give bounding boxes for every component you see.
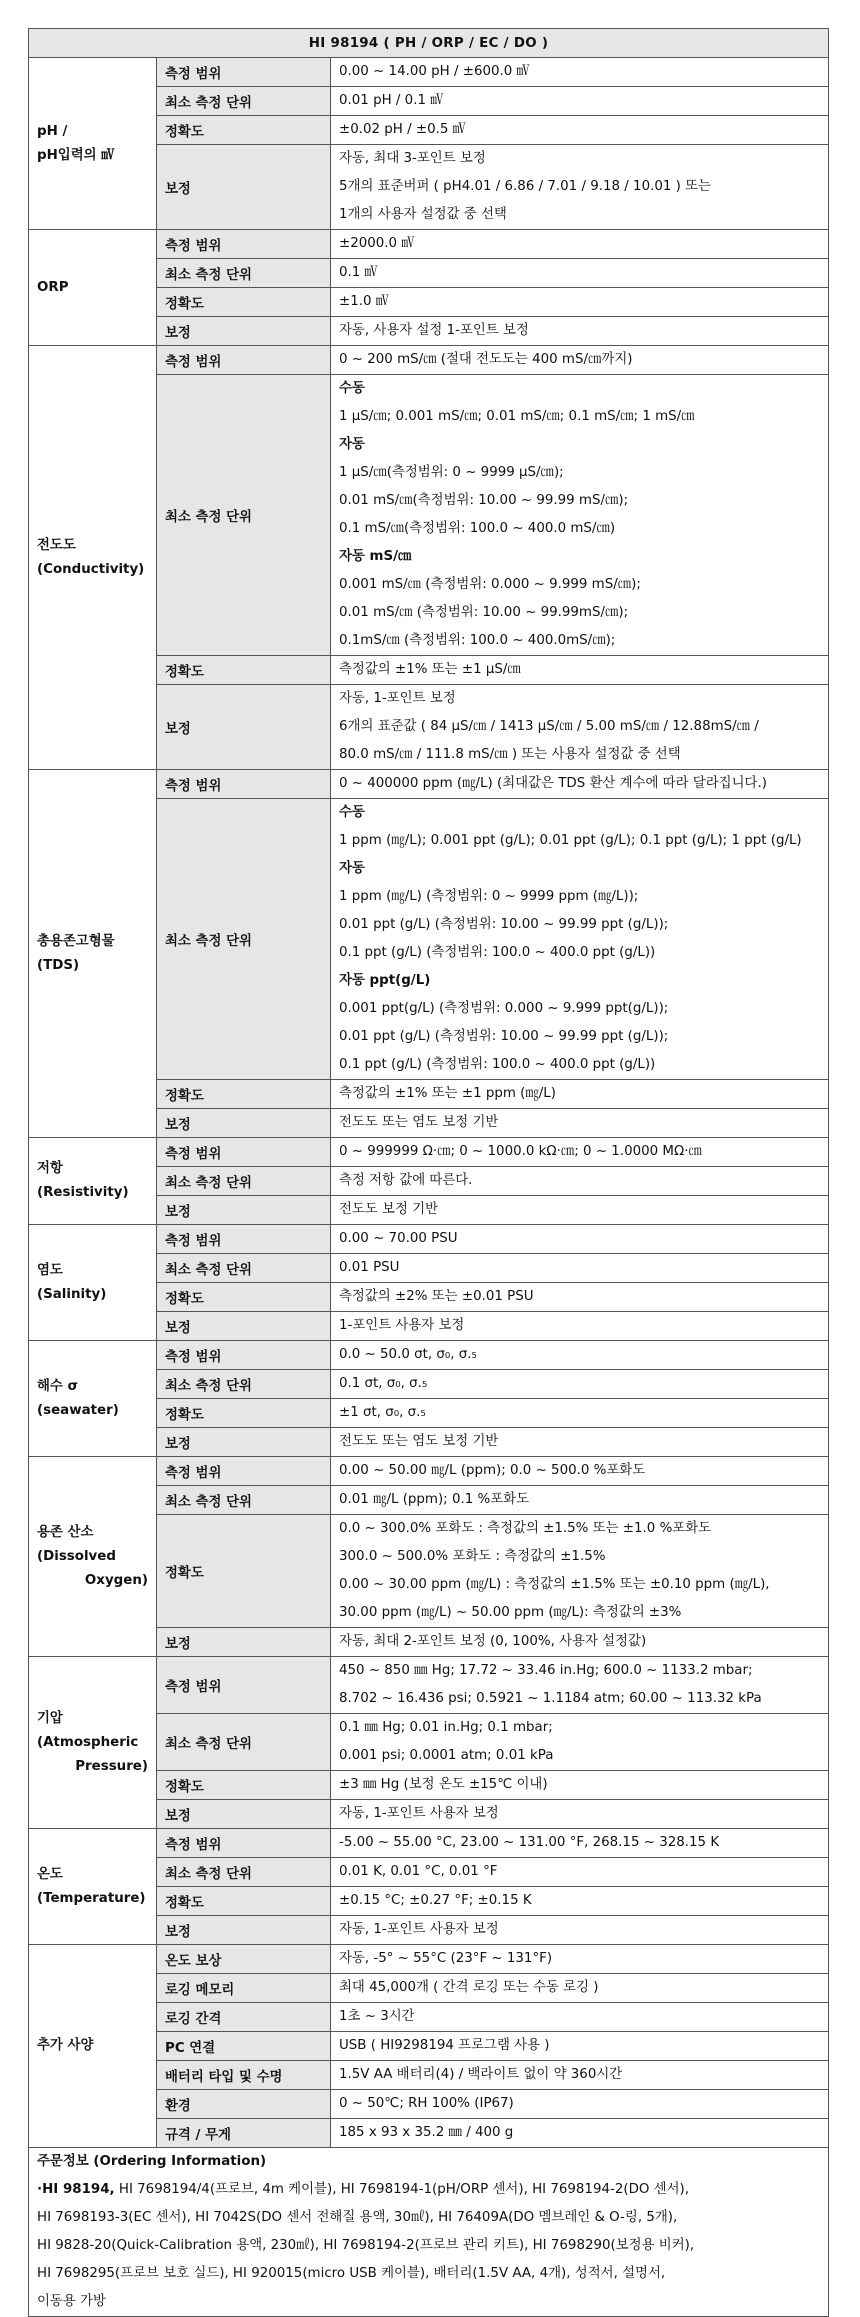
value-line: 1개의 사용자 설정값 중 선택 (339, 207, 507, 222)
category-name: (Dissolved (37, 1548, 116, 1564)
spec-value (331, 58, 829, 87)
value-subheading: 자동 ppt(g/L) (339, 973, 431, 988)
spec-label: 로깅 메모리 (157, 1974, 331, 2003)
spec-row (29, 1945, 829, 1974)
value-line: 1 μS/㎝; 0.001 mS/㎝; 0.01 mS/㎝; 0.1 mS/㎝; 1 mS/㎝ (339, 409, 695, 424)
category-name: 해수 σ (37, 1378, 78, 1394)
spec-table-body (29, 29, 829, 2317)
value-line: 측정 저항 값에 따른다. (339, 1173, 473, 1188)
spec-label: 정확도 (157, 1283, 331, 1312)
value-line: 0 ~ 200 mS/㎝ (절대 전도도는 400 mS/㎝까지) (339, 352, 633, 367)
spec-label: 정확도 (157, 288, 331, 317)
value-line: 0.001 ppt(g/L) (측정범위: 0.000 ~ 9.999 ppt(g/L)); (339, 1001, 669, 1016)
value-line: 0.01 pH / 0.1 ㎷ (339, 93, 444, 108)
spec-sheet (28, 28, 828, 2317)
value-line: 측정값의 ±1% 또는 ±1 ppm (㎎/L) (339, 1086, 556, 1101)
spec-label: 최소 측정 단위 (157, 1714, 331, 1771)
spec-value (331, 288, 829, 317)
value-line: 0.1 ppt (g/L) (측정범위: 100.0 ~ 400.0 ppt (g/L)) (339, 1057, 656, 1072)
spec-label: PC 연결 (157, 2032, 331, 2061)
spec-row (29, 1138, 829, 1167)
spec-label: 정확도 (157, 656, 331, 685)
value-line: 0.1 ppt (g/L) (측정범위: 100.0 ~ 400.0 ppt (g/L)) (339, 945, 656, 960)
value-line: 자동, 1-포인트 보정 (339, 691, 456, 706)
value-line: 1 ppm (㎎/L); 0.001 ppt (g/L); 0.01 ppt (g/L); 0.1 ppt (g/L); 1 ppt (g/L) (339, 833, 802, 848)
value-line: 0 ~ 400000 ppm (㎎/L) (최대값은 TDS 환산 계수에 따라 달라집니다.) (339, 776, 767, 791)
ordering-heading: 주문정보 (Ordering Information) (37, 2154, 267, 2169)
spec-value (331, 1657, 829, 1714)
spec-value (331, 685, 829, 770)
spec-label: 규격 / 무게 (157, 2119, 331, 2148)
category-cell (29, 1829, 157, 1945)
spec-label: 최소 측정 단위 (157, 1370, 331, 1399)
value-line: 0.00 ~ 30.00 ppm (㎎/L) : 측정값의 ±1.5% 또는 ±0.10 ppm (㎎/L), (339, 1577, 770, 1592)
spec-value (331, 1312, 829, 1341)
value-line: 30.00 ppm (㎎/L) ~ 50.00 ppm (㎎/L): 측정값의 ±3% (339, 1605, 682, 1620)
category-name: (seawater) (37, 1402, 119, 1418)
spec-value (331, 1283, 829, 1312)
category-name: 저항 (37, 1161, 63, 1176)
spec-value (331, 1887, 829, 1916)
spec-value (331, 1370, 829, 1399)
category-name: (Resistivity) (37, 1185, 129, 1200)
value-line: 0.00 ~ 50.00 ㎎/L (ppm); 0.0 ~ 500.0 %포화도 (339, 1463, 646, 1478)
category-cell (29, 1225, 157, 1341)
value-line: 1초 ~ 3시간 (339, 2009, 415, 2024)
category-name: Pressure) (75, 1758, 148, 1774)
spec-value (331, 1196, 829, 1225)
spec-label: 보정 (157, 1428, 331, 1457)
spec-label: 보정 (157, 1312, 331, 1341)
value-line: 전도도 또는 염도 보정 기반 (339, 1434, 499, 1449)
value-line: USB ( HI9298194 프로그램 사용 ) (339, 2038, 550, 2053)
category-name: 총용존고형물 (37, 933, 115, 949)
value-line: 자동, -5° ~ 55°C (23°F ~ 131°F) (339, 1951, 553, 1966)
ordering-line: HI 7698193-3(EC 센서), HI 7042S(DO 센서 전해질 용액, 30㎖), HI 76409A(DO 멤브레인 & O-링, 5개), (37, 2210, 678, 2225)
spec-label: 정확도 (157, 1515, 331, 1628)
value-line: ±0.15 °C; ±0.27 °F; ±0.15 K (339, 1893, 532, 1908)
value-line: 0.00 ~ 70.00 PSU (339, 1231, 458, 1246)
spec-value (331, 1254, 829, 1283)
spec-label: 로깅 간격 (157, 2003, 331, 2032)
spec-label: 보정 (157, 1800, 331, 1829)
spec-label: 측정 범위 (157, 58, 331, 87)
ordering-info (29, 2148, 829, 2317)
spec-value (331, 2119, 829, 2148)
value-line: 0.01 ppt (g/L) (측정범위: 10.00 ~ 99.99 ppt (g/L)); (339, 1029, 669, 1044)
category-name: (Salinity) (37, 1286, 107, 1302)
spec-value (331, 1167, 829, 1196)
spec-value (331, 1225, 829, 1254)
spec-value (331, 116, 829, 145)
category-cell (29, 58, 157, 230)
spec-value (331, 1945, 829, 1974)
category-name: (Atmospheric (37, 1734, 139, 1750)
category-name: Oxygen) (84, 1572, 148, 1588)
value-line: 6개의 표준값 ( 84 μS/㎝ / 1413 μS/㎝ / 5.00 mS/㎝ / 12.88mS/㎝ / (339, 719, 759, 734)
spec-row (29, 1829, 829, 1858)
spec-value (331, 1109, 829, 1138)
spec-value (331, 770, 829, 799)
value-line: 1 μS/㎝(측정범위: 0 ~ 9999 μS/㎝); (339, 465, 564, 480)
ordering-line: 이동용 가방 (37, 2294, 106, 2309)
spec-label: 최소 측정 단위 (157, 1486, 331, 1515)
value-line: 450 ~ 850 ㎜ Hg; 17.72 ~ 33.46 in.Hg; 600.0 ~ 1133.2 mbar; (339, 1663, 753, 1678)
value-line: 0.1 ㎜ Hg; 0.01 in.Hg; 0.1 mbar; (339, 1720, 553, 1735)
spec-row (29, 58, 829, 87)
spec-label: 최소 측정 단위 (157, 1167, 331, 1196)
value-line: 측정값의 ±1% 또는 ±1 μS/㎝ (339, 662, 521, 677)
spec-label: 측정 범위 (157, 770, 331, 799)
value-line: ±0.02 pH / ±0.5 ㎷ (339, 122, 467, 137)
spec-value (331, 230, 829, 259)
category-cell (29, 1341, 157, 1457)
value-line: 0.01 mS/㎝ (측정범위: 10.00 ~ 99.99mS/㎝); (339, 605, 629, 620)
model-number: HI 98194, (42, 2182, 115, 2197)
spec-label: 정확도 (157, 1771, 331, 1800)
spec-row (29, 346, 829, 375)
ordering-row (29, 2148, 829, 2317)
value-line: 0.1 mS/㎝(측정범위: 100.0 ~ 400.0 mS/㎝) (339, 521, 616, 536)
value-line: 80.0 mS/㎝ / 111.8 mS/㎝ ) 또는 사용자 설정값 중 선택 (339, 747, 681, 762)
spec-label: 측정 범위 (157, 346, 331, 375)
spec-label: 측정 범위 (157, 1225, 331, 1254)
spec-label: 측정 범위 (157, 1657, 331, 1714)
spec-label: 최소 측정 단위 (157, 87, 331, 116)
spec-label: 측정 범위 (157, 1138, 331, 1167)
spec-row (29, 1225, 829, 1254)
spec-value (331, 1974, 829, 2003)
spec-value (331, 1341, 829, 1370)
value-line: 전도도 또는 염도 보정 기반 (339, 1115, 499, 1130)
category-cell (29, 1657, 157, 1829)
spec-value (331, 1486, 829, 1515)
spec-label: 정확도 (157, 1080, 331, 1109)
spec-label: 측정 범위 (157, 230, 331, 259)
value-line: 0.1mS/㎝ (측정범위: 100.0 ~ 400.0mS/㎝); (339, 633, 616, 648)
spec-table (28, 28, 829, 2317)
spec-label: 정확도 (157, 1399, 331, 1428)
category-name: pH입력의 ㎷ (37, 147, 115, 163)
ordering-text: HI 7698194/4(프로브, 4m 케이블), HI 7698194-1(pH/ORP 센서), HI 7698194-2(DO 센서), (114, 2182, 690, 2197)
category-name: 온도 (37, 1866, 63, 1882)
bullet: · (37, 2182, 43, 2197)
spec-value (331, 87, 829, 116)
value-line: 자동, 1-포인트 사용자 보정 (339, 1806, 499, 1821)
category-name: (TDS) (37, 957, 80, 973)
value-line: ±3 ㎜ Hg (보정 온도 ±15℃ 이내) (339, 1777, 548, 1792)
value-line: 전도도 보정 기반 (339, 1202, 439, 1217)
spec-label: 측정 범위 (157, 1341, 331, 1370)
spec-label: 최소 측정 단위 (157, 799, 331, 1080)
spec-value (331, 375, 829, 656)
spec-value (331, 1428, 829, 1457)
spec-label: 환경 (157, 2090, 331, 2119)
spec-label: 보정 (157, 1628, 331, 1657)
spec-value (331, 1080, 829, 1109)
category-name: 염도 (37, 1262, 63, 1278)
value-line: 0.00 ~ 14.00 pH / ±600.0 ㎷ (339, 64, 530, 79)
spec-label: 보정 (157, 1196, 331, 1225)
value-line: 0.01 K, 0.01 °C, 0.01 °F (339, 1864, 498, 1879)
spec-label: 정확도 (157, 116, 331, 145)
spec-value (331, 1858, 829, 1887)
category-cell (29, 346, 157, 770)
value-line: 자동, 최대 2-포인트 보정 (0, 100%, 사용자 설정값) (339, 1634, 647, 1649)
spec-value (331, 1138, 829, 1167)
spec-value (331, 145, 829, 230)
value-line: 0.01 mS/㎝(측정범위: 10.00 ~ 99.99 mS/㎝); (339, 493, 629, 508)
category-name: 용존 산소 (37, 1524, 94, 1540)
value-subheading: 자동 (339, 437, 365, 452)
category-name: 전도도 (37, 537, 76, 553)
value-line: 0.0 ~ 50.0 σt, σ₀, σ.₅ (339, 1347, 477, 1362)
value-line: 0.1 σt, σ₀, σ.₅ (339, 1376, 428, 1391)
spec-label: 측정 범위 (157, 1457, 331, 1486)
spec-value (331, 1399, 829, 1428)
value-line: 자동, 1-포인트 사용자 보정 (339, 1922, 499, 1937)
category-cell (29, 1945, 157, 2148)
value-line: 5개의 표준버퍼 ( pH4.01 / 6.86 / 7.01 / 9.18 / 10.01 ) 또는 (339, 179, 711, 194)
spec-value (331, 1714, 829, 1771)
value-line: 측정값의 ±2% 또는 ±0.01 PSU (339, 1289, 534, 1304)
spec-value (331, 1829, 829, 1858)
value-line: 0 ~ 999999 Ω·㎝; 0 ~ 1000.0 kΩ·㎝; 0 ~ 1.0000 MΩ·㎝ (339, 1144, 702, 1159)
spec-value (331, 1628, 829, 1657)
value-line: 8.702 ~ 16.436 psi; 0.5921 ~ 1.1184 atm; 60.00 ~ 113.32 kPa (339, 1691, 762, 1706)
spec-value (331, 2032, 829, 2061)
spec-row (29, 230, 829, 259)
category-name: (Conductivity) (37, 561, 145, 577)
spec-label: 최소 측정 단위 (157, 1254, 331, 1283)
value-line: 0.01 ppt (g/L) (측정범위: 10.00 ~ 99.99 ppt (g/L)); (339, 917, 669, 932)
spec-label: 배터리 타입 및 수명 (157, 2061, 331, 2090)
spec-label: 최소 측정 단위 (157, 1858, 331, 1887)
value-line: 0.01 ㎎/L (ppm); 0.1 %포화도 (339, 1492, 530, 1507)
spec-value (331, 259, 829, 288)
value-line: 최대 45,000개 ( 간격 로깅 또는 수동 로깅 ) (339, 1980, 599, 1995)
value-line: 자동, 최대 3-포인트 보정 (339, 151, 486, 166)
value-subheading: 자동 (339, 861, 365, 876)
value-line: 0.001 psi; 0.0001 atm; 0.01 kPa (339, 1748, 554, 1763)
value-line: ±1 σt, σ₀, σ.₅ (339, 1405, 426, 1420)
value-line: ±2000.0 ㎷ (339, 236, 415, 251)
spec-value (331, 2003, 829, 2032)
spec-value (331, 799, 829, 1080)
value-line: 1.5V AA 배터리(4) / 백라이트 없이 약 360시간 (339, 2067, 623, 2082)
value-line: 1-포인트 사용자 보정 (339, 1318, 465, 1333)
spec-value (331, 1800, 829, 1829)
value-line: 0.01 PSU (339, 1260, 400, 1275)
table-title: HI 98194 ( PH / ORP / EC / DO ) (29, 29, 829, 58)
category-cell (29, 1138, 157, 1225)
value-line: ±1.0 ㎷ (339, 294, 390, 309)
spec-row (29, 1341, 829, 1370)
spec-value (331, 1515, 829, 1628)
value-line: 자동, 사용자 설정 1-포인트 보정 (339, 323, 529, 338)
spec-row (29, 1457, 829, 1486)
ordering-line: HI 7698295(프로브 보호 실드), HI 920015(micro USB 케이블), 배터리(1.5V AA, 4개), 성적서, 설명서, (37, 2266, 666, 2281)
spec-value (331, 317, 829, 346)
spec-value (331, 346, 829, 375)
value-line: -5.00 ~ 55.00 °C, 23.00 ~ 131.00 °F, 268.15 ~ 328.15 K (339, 1835, 720, 1850)
category-name: ORP (37, 279, 69, 295)
spec-row (29, 1657, 829, 1714)
value-line: 0.0 ~ 300.0% 포화도 : 측정값의 ±1.5% 또는 ±1.0 %포화도 (339, 1521, 712, 1536)
spec-label: 보정 (157, 145, 331, 230)
spec-value (331, 2061, 829, 2090)
title-row (29, 29, 829, 58)
spec-label: 보정 (157, 1916, 331, 1945)
value-line: 0.001 mS/㎝ (측정범위: 0.000 ~ 9.999 mS/㎝); (339, 577, 641, 592)
category-cell (29, 1457, 157, 1657)
value-line: 185 x 93 x 35.2 ㎜ / 400 g (339, 2125, 514, 2140)
spec-label: 최소 측정 단위 (157, 259, 331, 288)
value-line: 1 ppm (㎎/L) (측정범위: 0 ~ 9999 ppm (㎎/L)); (339, 889, 639, 904)
value-line: 0.1 ㎷ (339, 265, 378, 280)
category-name: 추가 사양 (37, 2038, 94, 2053)
spec-value (331, 1771, 829, 1800)
spec-row (29, 770, 829, 799)
value-subheading: 자동 mS/㎝ (339, 549, 412, 564)
ordering-line (37, 2176, 820, 2204)
value-subheading: 수동 (339, 381, 365, 396)
category-cell (29, 230, 157, 346)
spec-label: 보정 (157, 685, 331, 770)
spec-label: 측정 범위 (157, 1829, 331, 1858)
category-cell (29, 770, 157, 1138)
spec-label: 정확도 (157, 1887, 331, 1916)
spec-value (331, 656, 829, 685)
ordering-line: HI 9828-20(Quick-Calibration 용액, 230㎖), HI 7698194-2(프로브 관리 키트), HI 7698290(보정용 비커), (37, 2238, 695, 2253)
spec-label: 보정 (157, 317, 331, 346)
spec-label: 최소 측정 단위 (157, 375, 331, 656)
spec-value (331, 1916, 829, 1945)
spec-label: 온도 보상 (157, 1945, 331, 1974)
category-name: 기압 (37, 1710, 63, 1726)
value-line: 300.0 ~ 500.0% 포화도 : 측정값의 ±1.5% (339, 1549, 606, 1564)
spec-value (331, 2090, 829, 2119)
category-name: pH / (37, 123, 68, 139)
value-line: 0 ~ 50℃; RH 100% (IP67) (339, 2096, 514, 2111)
spec-value (331, 1457, 829, 1486)
value-subheading: 수동 (339, 805, 365, 820)
category-name: (Temperature) (37, 1890, 146, 1906)
spec-label: 보정 (157, 1109, 331, 1138)
